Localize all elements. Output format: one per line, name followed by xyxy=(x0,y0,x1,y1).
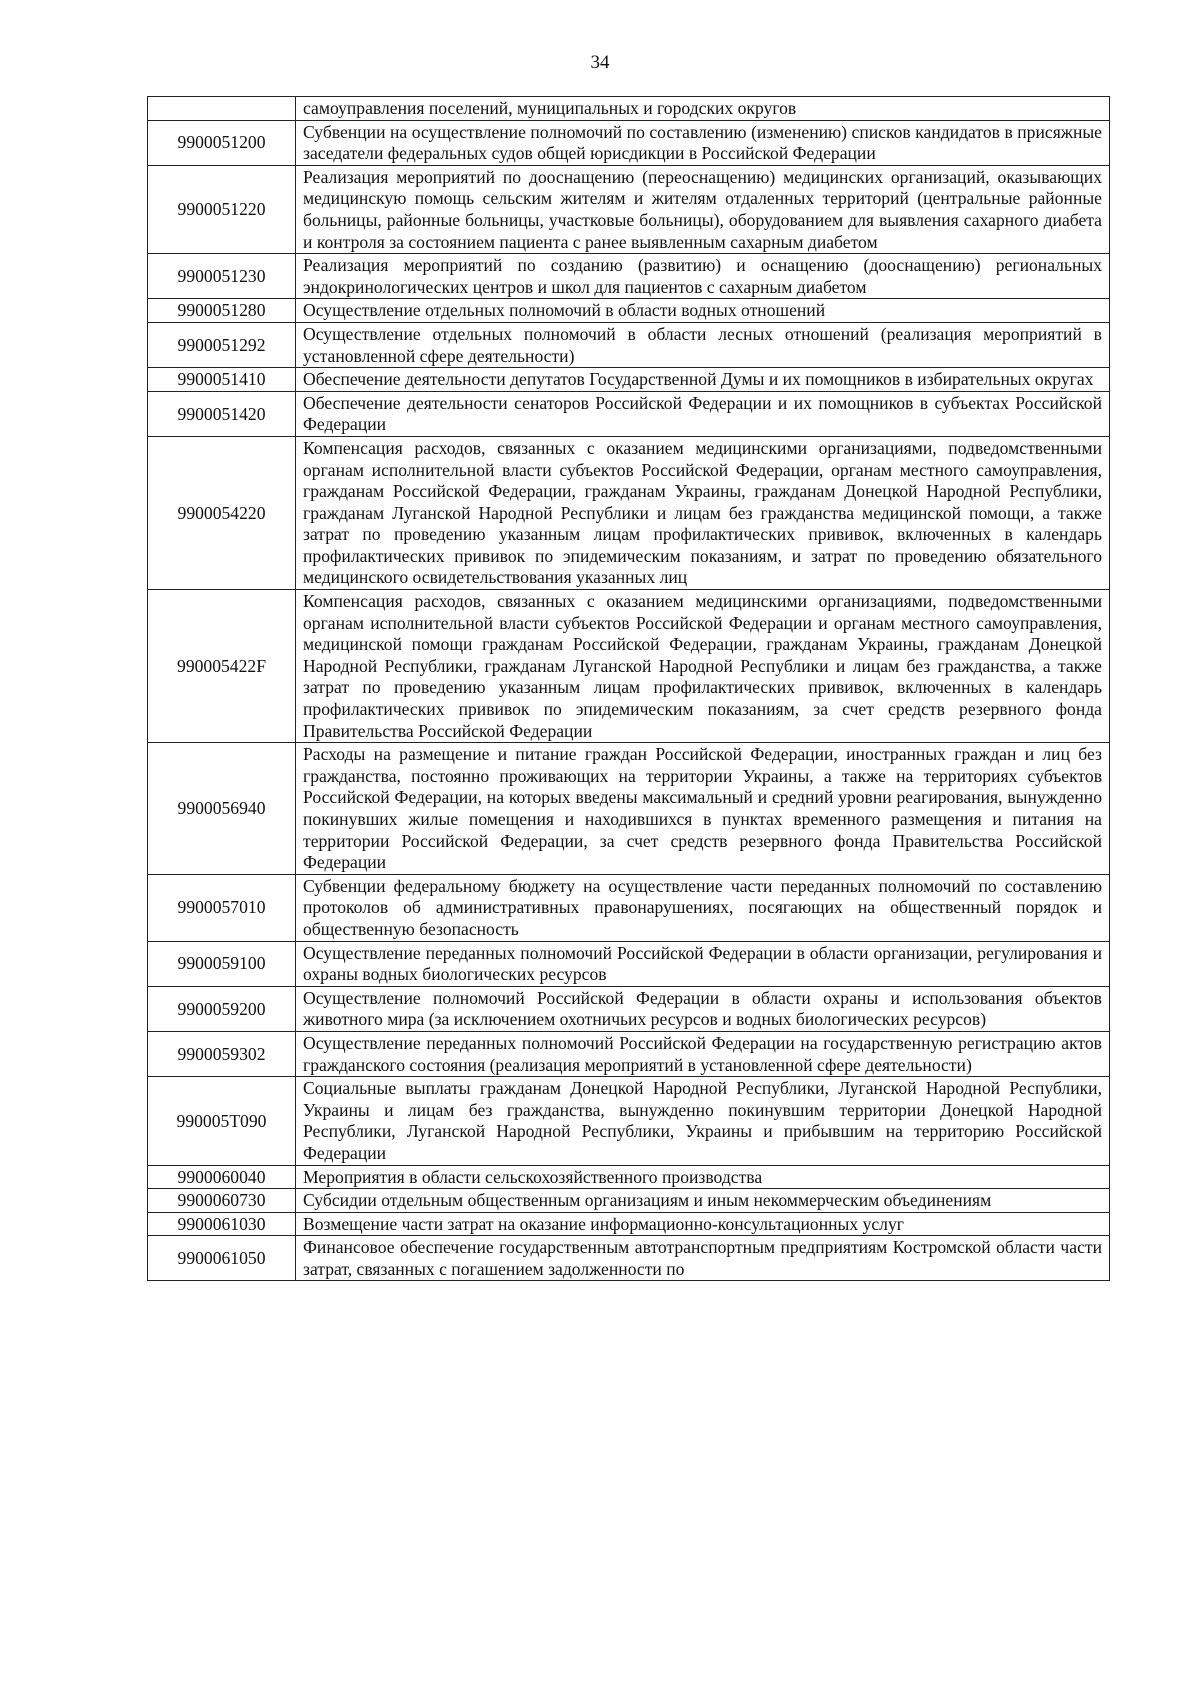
row-description: Возмещение части затрат на оказание информационно-консультационных услуг xyxy=(296,1212,1110,1236)
row-code: 9900057010 xyxy=(148,874,296,941)
row-code: 9900056940 xyxy=(148,743,296,875)
page-number: 34 xyxy=(590,52,610,73)
row-description: Субвенции федеральному бюджету на осуществление части переданных полномочий по составлению протоколов об административных правонарушениях, посягающих на общественный порядок и общественную безопасность xyxy=(296,874,1110,941)
row-code: 990005T090 xyxy=(148,1077,296,1165)
table-row xyxy=(148,1189,1110,1213)
table-row xyxy=(148,590,1110,743)
row-code: 9900051230 xyxy=(148,254,296,299)
row-code: 9900051420 xyxy=(148,391,296,436)
table-row xyxy=(148,1077,1110,1165)
table-row xyxy=(148,391,1110,436)
row-description: Расходы на размещение и питание граждан Российской Федерации, иностранных граждан и лиц без гражданства, постоянно проживающих на территории Украины, а также на территориях субъектов Российской Федерации, на которых введены максимальный и средний уровни реагирования, вынужденно покинувших жилые помещения и находившихся в пунктах временного размещения и питания на территории Российской Федерации, за счет средств резервного фонда Правительства Российской Федерации xyxy=(296,743,1110,875)
row-description: Социальные выплаты гражданам Донецкой Народной Республики, Луганской Народной Республики, Украины и лицам без гражданства, вынужденно покинувшим территории Донецкой Народной Республики, Луганской Народной Республики, Украины и прибывшим на территорию Российской Федерации xyxy=(296,1077,1110,1165)
row-code: 9900051410 xyxy=(148,368,296,392)
table-row xyxy=(148,986,1110,1031)
row-code: 9900061030 xyxy=(148,1212,296,1236)
row-code: 9900051280 xyxy=(148,299,296,323)
row-code: 9900051220 xyxy=(148,165,296,253)
row-description: Финансовое обеспечение государственным автотранспортным предприятиям Костромской области части затрат, связанных с погашением задолженности по xyxy=(296,1236,1110,1281)
table-row xyxy=(148,1212,1110,1236)
table-row xyxy=(148,941,1110,986)
row-description: Реализация мероприятий по дооснащению (переоснащению) медицинских организаций, оказывающих медицинскую помощь сельским жителям и жителям отдаленных территорий (центральные районные больницы, районные больницы, участковые больницы), оборудованием для выявления сахарного диабета и контроля за состоянием пациента с ранее выявленным сахарным диабетом xyxy=(296,165,1110,253)
table-row xyxy=(148,322,1110,367)
row-description: Осуществление переданных полномочий Российской Федерации на государственную регистрацию актов гражданского состояния (реализация мероприятий в установленной сфере деятельности) xyxy=(296,1031,1110,1076)
row-description: Реализация мероприятий по созданию (развитию) и оснащению (дооснащению) региональных эндокринологических центров и школ для пациентов с сахарным диабетом xyxy=(296,254,1110,299)
row-description: Обеспечение деятельности сенаторов Российской Федерации и их помощников в субъектах Российской Федерации xyxy=(296,391,1110,436)
row-description: Осуществление полномочий Российской Федерации в области охраны и использования объектов животного мира (за исключением охотничьих ресурсов и водных биологических ресурсов) xyxy=(296,986,1110,1031)
table-row xyxy=(148,120,1110,165)
row-code: 9900060730 xyxy=(148,1189,296,1213)
row-code: 9900059200 xyxy=(148,986,296,1031)
row-description: Компенсация расходов, связанных с оказанием медицинскими организациями, подведомственными органам исполнительной власти субъектов Российской Федерации и органам местного самоуправления, медицинской помощи гражданам Российской Федерации, гражданам Украины, гражданам Донецкой Народной Республики, гражданам Луганской Народной Республики и лицам без гражданства, а также затрат по проведению указанным лицам профилактических прививок, включенных в календарь профилактических прививок по эпидемическим показаниям, за счет средств резервного фонда Правительства Российской Федерации xyxy=(296,590,1110,743)
row-description: Мероприятия в области сельскохозяйственного производства xyxy=(296,1165,1110,1189)
table-row xyxy=(148,299,1110,323)
row-description: Осуществление отдельных полномочий в области лесных отношений (реализация мероприятий в установленной сфере деятельности) xyxy=(296,322,1110,367)
table-row xyxy=(148,1165,1110,1189)
table-row xyxy=(148,254,1110,299)
row-code: 9900059302 xyxy=(148,1031,296,1076)
table-row xyxy=(148,743,1110,875)
table-row xyxy=(148,368,1110,392)
row-code: 9900051200 xyxy=(148,120,296,165)
row-description: Обеспечение деятельности депутатов Государственной Думы и их помощников в избирательных округах xyxy=(296,368,1110,392)
table-row xyxy=(148,436,1110,589)
row-description: Компенсация расходов, связанных с оказанием медицинскими организациями, подведомственными органам исполнительной власти субъектов Российской Федерации, органам местного самоуправления, гражданам Российской Федерации, гражданам Украины, гражданам Донецкой Народной Республики, гражданам Луганской Народной Республики и лицам без гражданства медицинской помощи, а также затрат по проведению указанным лицам профилактических прививок, включенных в календарь профилактических прививок по эпидемическим показаниям, и затрат по проведению обязательного медицинского освидетельствования указанных лиц xyxy=(296,436,1110,589)
row-code: 990005422F xyxy=(148,590,296,743)
table-row xyxy=(148,1031,1110,1076)
row-code: 9900054220 xyxy=(148,436,296,589)
row-code: 9900061050 xyxy=(148,1236,296,1281)
table-row xyxy=(148,97,1110,121)
table-row xyxy=(148,165,1110,253)
row-description: самоуправления поселений, муниципальных и городских округов xyxy=(296,97,1110,121)
budget-code-table xyxy=(147,96,1110,1281)
row-code xyxy=(148,97,296,121)
row-code: 9900051292 xyxy=(148,322,296,367)
row-code: 9900060040 xyxy=(148,1165,296,1189)
row-description: Осуществление отдельных полномочий в области водных отношений xyxy=(296,299,1110,323)
row-description: Осуществление переданных полномочий Российской Федерации в области организации, регулирования и охраны водных биологических ресурсов xyxy=(296,941,1110,986)
table-row xyxy=(148,1236,1110,1281)
row-description: Субвенции на осуществление полномочий по составлению (изменению) списков кандидатов в присяжные заседатели федеральных судов общей юрисдикции в Российской Федерации xyxy=(296,120,1110,165)
row-description: Субсидии отдельным общественным организациям и иным некоммерческим объединениям xyxy=(296,1189,1110,1213)
row-code: 9900059100 xyxy=(148,941,296,986)
table-row xyxy=(148,874,1110,941)
